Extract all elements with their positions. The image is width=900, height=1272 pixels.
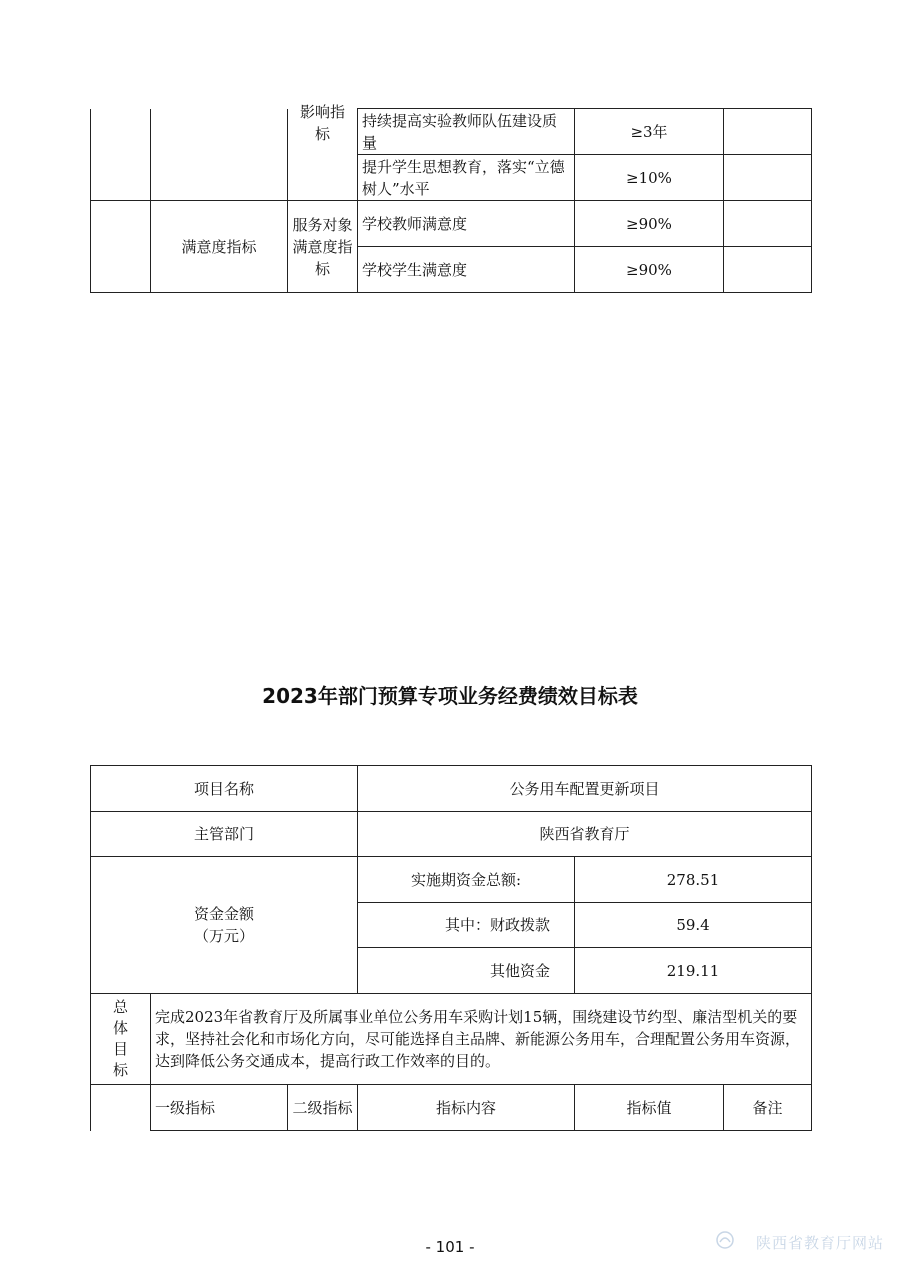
indicator-value: ≥90%	[575, 247, 724, 293]
indicator-note	[724, 201, 812, 247]
empty-cell	[91, 109, 151, 201]
empty-cell	[91, 201, 151, 293]
department-label: 主管部门	[91, 812, 358, 857]
impact-indicator-label	[288, 102, 358, 201]
total-funds-label: 实施期资金总额:	[358, 857, 575, 903]
indicator-content: 学校学生满意度	[358, 247, 575, 293]
department-value: 陕西省教育厅	[358, 812, 812, 857]
indicator-content: 提升学生思想教育，落实“立德树人”水平	[358, 155, 575, 201]
overall-goal-text: 完成2023年省教育厅及所属事业单位公务用车采购计划15辆，围绕建设节约型、廉洁型机关的要求，坚持社会化和市场化方向，尽可能选择自主品牌、新能源公务用车，合理配置公务用车资源，达到降低公务交通成本，提高行政工作效率的目的。	[151, 994, 812, 1085]
performance-goal-table	[90, 765, 812, 1131]
indicator-table-continued	[90, 102, 812, 293]
funds-unit: （万元）	[194, 927, 255, 945]
indicator-note	[724, 247, 812, 293]
indicator-content: 学校教师满意度	[358, 201, 575, 247]
fiscal-funds-label: 其中：财政拨款	[358, 903, 575, 948]
empty-cell	[91, 1085, 151, 1131]
impact-label-partial: 影响指	[299, 102, 345, 121]
watermark-text: 陕西省教育厅网站	[755, 1234, 884, 1252]
funds-label-cell	[91, 857, 358, 994]
header-level1: 一级指标	[151, 1085, 288, 1131]
header-note: 备注	[724, 1085, 812, 1131]
indicator-note	[724, 155, 812, 201]
other-funds-value: 219.11	[575, 948, 812, 994]
total-funds-value: 278.51	[575, 857, 812, 903]
satisfaction-level1: 满意度指标	[151, 201, 288, 293]
header-level2: 二级指标	[288, 1085, 358, 1131]
indicator-content: 持续提高实验教师队伍建设质量	[358, 109, 575, 155]
empty-cell	[151, 109, 288, 201]
page-title: 2023年部门预算专项业务经费绩效目标表	[262, 684, 638, 708]
indicator-value: ≥10%	[575, 155, 724, 201]
impact-label-end: 标	[314, 124, 330, 143]
indicator-value: ≥90%	[575, 201, 724, 247]
header-content: 指标内容	[358, 1085, 575, 1131]
header-value: 指标值	[575, 1085, 724, 1131]
funds-label: 资金金额	[194, 905, 255, 923]
project-name-label: 项目名称	[91, 766, 358, 812]
satisfaction-level2: 服务对象满意度指标	[288, 201, 358, 293]
other-funds-label: 其他资金	[358, 948, 575, 994]
page-number: - 101 -	[425, 1238, 475, 1256]
overall-goal-label-cell	[91, 994, 151, 1085]
indicator-note	[724, 109, 812, 155]
project-name-value: 公务用车配置更新项目	[358, 766, 812, 812]
indicator-value: ≥3年	[575, 109, 724, 155]
fiscal-funds-value: 59.4	[575, 903, 812, 948]
watermark-logo-icon	[715, 1230, 735, 1250]
overall-goal-label: 总体目标	[113, 998, 129, 1079]
